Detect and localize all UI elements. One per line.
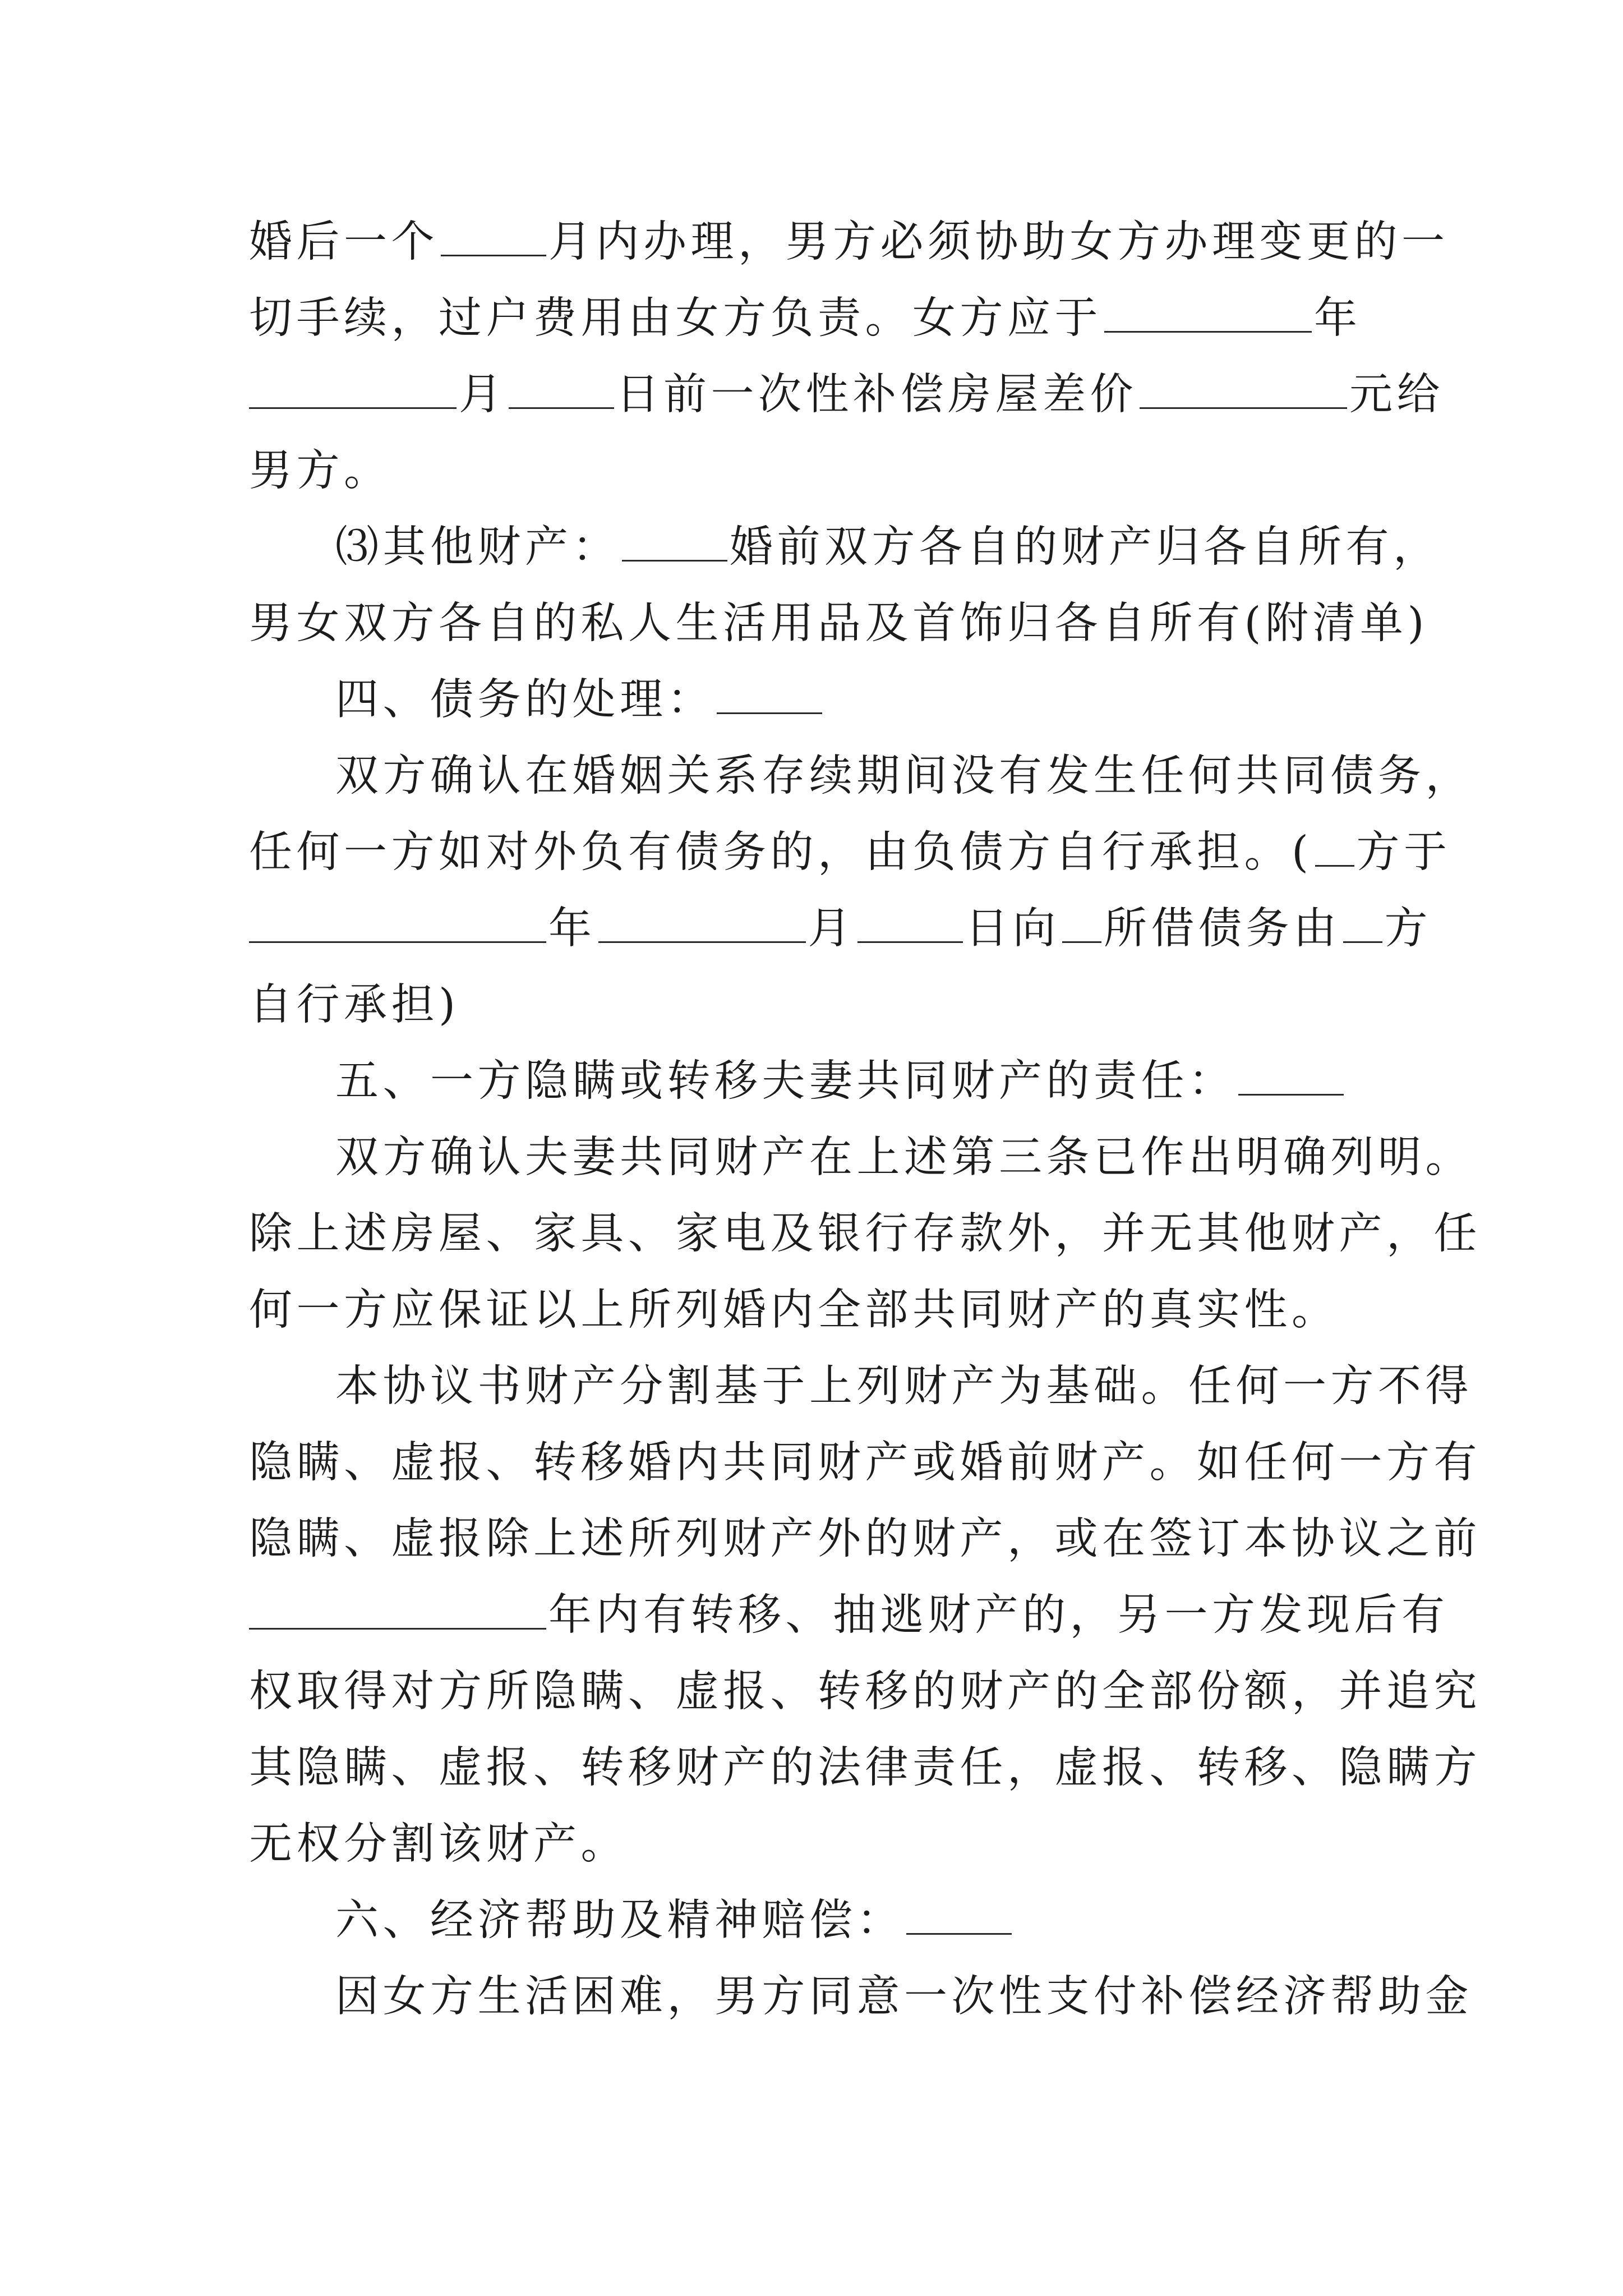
text-line: [249, 1816, 628, 1872]
text-run: 方: [1384, 904, 1432, 954]
text-run: 无权分割该财产。: [249, 1819, 628, 1869]
text-line: [335, 519, 1441, 576]
fill-in-blank[interactable]: [1140, 404, 1347, 409]
text-run: 元给: [1349, 370, 1444, 420]
text-line: [249, 1206, 1481, 1262]
fill-in-blank[interactable]: [598, 938, 806, 943]
text-run: 何一方应保证以上所列婚内全部共同财产的真实性。: [249, 1285, 1339, 1335]
fill-in-blank[interactable]: [249, 1625, 546, 1630]
text-line: [249, 367, 1444, 423]
fill-in-blank[interactable]: [1315, 862, 1354, 867]
text-run: 权取得对方所隐瞒、虚报、转移的财产的全部份额，并追究: [249, 1667, 1481, 1717]
text-run: 自行承担): [249, 980, 460, 1030]
text-run: 月: [808, 904, 855, 954]
text-run: 年内有转移、抽逃财产的，另一方发现后有: [548, 1590, 1449, 1640]
text-run: 年: [1314, 293, 1362, 343]
text-line: [249, 977, 460, 1033]
section-heading: [335, 672, 824, 728]
text-line: [335, 1969, 1473, 2025]
fill-in-blank[interactable]: [441, 251, 546, 256]
fill-in-blank[interactable]: [717, 709, 822, 714]
text-line: [249, 596, 1428, 652]
text-run: 切手续，过户费用由女方负责。女方应于: [249, 293, 1102, 343]
text-run: 除上述房屋、家具、家电及银行存款外，并无其他财产，任: [249, 1209, 1481, 1259]
fill-in-blank[interactable]: [1062, 938, 1101, 943]
section-heading-text: 六、经济帮助及精神赔偿：: [335, 1895, 904, 1945]
text-run: 方于: [1356, 827, 1451, 877]
text-run: 月: [459, 370, 506, 420]
text-run: 双方确认夫妻共同财产在上述第三条已作出明确列明。: [335, 1133, 1473, 1182]
text-run: 本协议书财产分割基于上列财产为基础。任何一方不得: [335, 1361, 1473, 1411]
text-run: 隐瞒、虚报、转移婚内共同财产或婚前财产。如任何一方有: [249, 1438, 1481, 1488]
fill-in-blank[interactable]: [509, 404, 614, 409]
section-heading-text: 四、债务的处理：: [335, 675, 714, 725]
text-line: [335, 1359, 1473, 1415]
fill-in-blank[interactable]: [249, 938, 546, 943]
text-run: ⑶其他财产：: [335, 522, 620, 572]
text-run: 男方。: [249, 446, 391, 496]
text-run: 双方确认在婚姻关系存续期间没有发生任何共同债务，: [335, 751, 1473, 801]
text-line: [249, 1282, 1339, 1338]
fill-in-blank[interactable]: [249, 404, 457, 409]
text-line: [249, 1511, 1481, 1567]
text-run: 年: [548, 904, 596, 954]
text-line: [249, 443, 391, 499]
text-run: 隐瞒、虚报除上述所列财产外的财产，或在签订本协议之前: [249, 1514, 1481, 1564]
text-line: [335, 748, 1473, 804]
fill-in-blank[interactable]: [857, 938, 963, 943]
text-run: 因女方生活困难，男方同意一次性支付补偿经济帮助金: [335, 1972, 1473, 2022]
fill-in-blank[interactable]: [622, 556, 727, 562]
fill-in-blank[interactable]: [1343, 938, 1382, 943]
text-run: 婚后一个: [249, 217, 439, 267]
fill-in-blank[interactable]: [1104, 328, 1312, 333]
text-line: [249, 291, 1362, 347]
fill-in-blank[interactable]: [906, 1930, 1012, 1935]
text-run: 婚前双方各自的财产归各自所有，: [730, 522, 1441, 572]
text-line: [335, 1130, 1473, 1186]
text-line: [249, 1435, 1481, 1491]
text-line: [249, 214, 1449, 270]
text-run: 所借债务由: [1104, 904, 1341, 954]
text-line: [249, 825, 1451, 881]
text-run: 日前一次性补偿房屋差价: [616, 370, 1137, 420]
text-line: [249, 1664, 1481, 1720]
text-run: 日向: [965, 904, 1060, 954]
text-line: [249, 1588, 1449, 1644]
section-heading: [335, 1893, 1014, 1949]
section-heading-text: 五、一方隐瞒或转移夫妻共同财产的责任：: [335, 1056, 1236, 1106]
text-run: 其隐瞒、虚报、转移财产的法律责任，虚报、转移、隐瞒方: [249, 1743, 1481, 1793]
text-run: 月内办理，男方必须协助女方办理变更的一: [548, 217, 1449, 267]
text-line: [249, 901, 1432, 957]
fill-in-blank[interactable]: [1238, 1091, 1344, 1096]
text-line: [249, 1740, 1481, 1796]
text-run: 任何一方如对外负有债务的，由负债方自行承担。(: [249, 827, 1313, 877]
section-heading: [335, 1053, 1346, 1110]
text-run: 男女双方各自的私人生活用品及首饰归各自所有(附清单): [249, 599, 1429, 648]
